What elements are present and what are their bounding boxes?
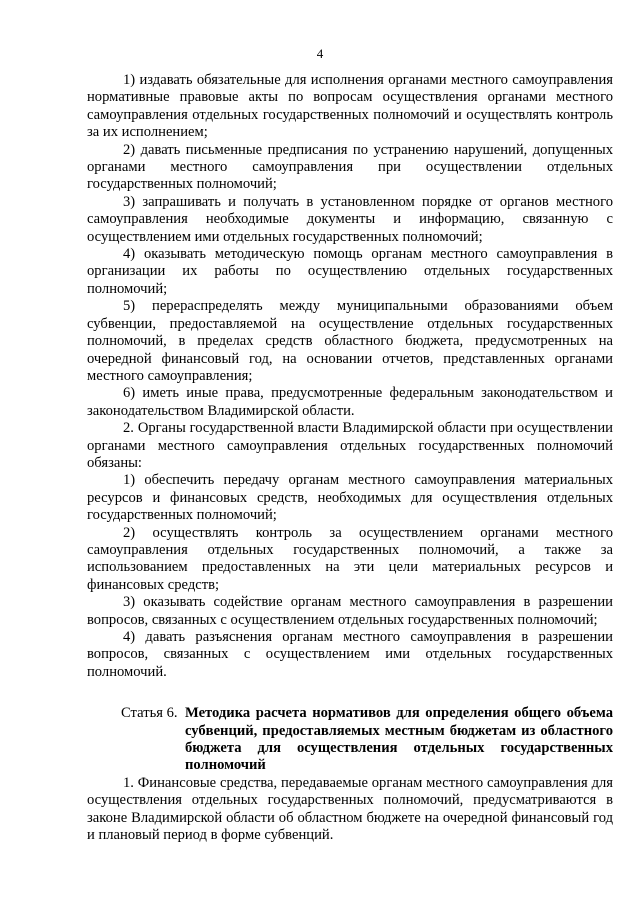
paragraph-obligations-4: 4) давать разъяснения органам местного самоуправления в разрешении вопросов, связанных с осуществлением ими отдельных государственных полномочий. [87, 629, 613, 680]
article-title: Методика расчета нормативов для определения общего объема субвенций, предоставляемых местным бюджетам из областного бюджета для осуществления отдельных государственных полномочий [185, 705, 613, 774]
paragraph-rights-3: 3) запрашивать и получать в установленном порядке от органов местного самоуправления необходимые документы и информацию, связанную с осуществлением ими отдельных государственных полномочий; [87, 193, 613, 245]
paragraph-rights-4: 4) оказывать методическую помощь органам местного самоуправления в организации их работы по осуществлению отдельных государственных полномочий; [87, 246, 613, 297]
paragraph-obligations-intro: 2. Органы государственной власти Владимирской области при осуществлении органами местного самоуправления отдельных государственных полномочий обязаны: [87, 420, 613, 471]
document-body [87, 72, 613, 844]
paragraph-obligations-1: 1) обеспечить передачу органам местного самоуправления материальных ресурсов и финансовых средств, необходимых для осуществления отдельных государственных полномочий; [87, 472, 613, 524]
paragraph-obligations-2: 2) осуществлять контроль за осуществлением органами местного самоуправления отдельных государственных полномочий, а также за использованием предоставленных на эти цели материальных ресурсов и финансовых средств; [87, 524, 613, 593]
article-heading [87, 705, 613, 775]
paragraph-article-6-1: 1. Финансовые средства, передаваемые органам местного самоуправления для осуществления отдельных государственных полномочий, предусматриваются в законе Владимирской области об областном бюджете на очередной финансовый год и плановый период в форме субвенций. [87, 774, 613, 844]
page-number: 4 [316, 46, 324, 61]
paragraph-rights-6: 6) иметь иные права, предусмотренные федеральным законодательством и законодательством Владимирской области. [87, 385, 613, 419]
paragraph-obligations-3: 3) оказывать содействие органам местного самоуправления в разрешении вопросов, связанных с осуществлением отдельных государственных полномочий; [87, 594, 613, 628]
paragraph-rights-1: 1) издавать обязательные для исполнения органами местного самоуправления нормативные правовые акты по вопросам осуществления органами местного самоуправления отдельных государственных полномочий и осуществлять контроль за их исполнением; [87, 72, 613, 141]
paragraph-rights-2: 2) давать письменные предписания по устранению нарушений, допущенных органами местного самоуправления при осуществлении отдельных государственных полномочий; [87, 141, 613, 193]
article-label: Статья 6. [121, 705, 178, 722]
paragraph-rights-5: 5) перераспределять между муниципальными образованиями объем субвенции, предоставляемой на осуществление отдельных государственных полномочий, в пределах средств областного бюджета, предусмотренных на очередной финансовый год, на основании отчетов, представленных органами местного самоуправления; [87, 298, 613, 384]
